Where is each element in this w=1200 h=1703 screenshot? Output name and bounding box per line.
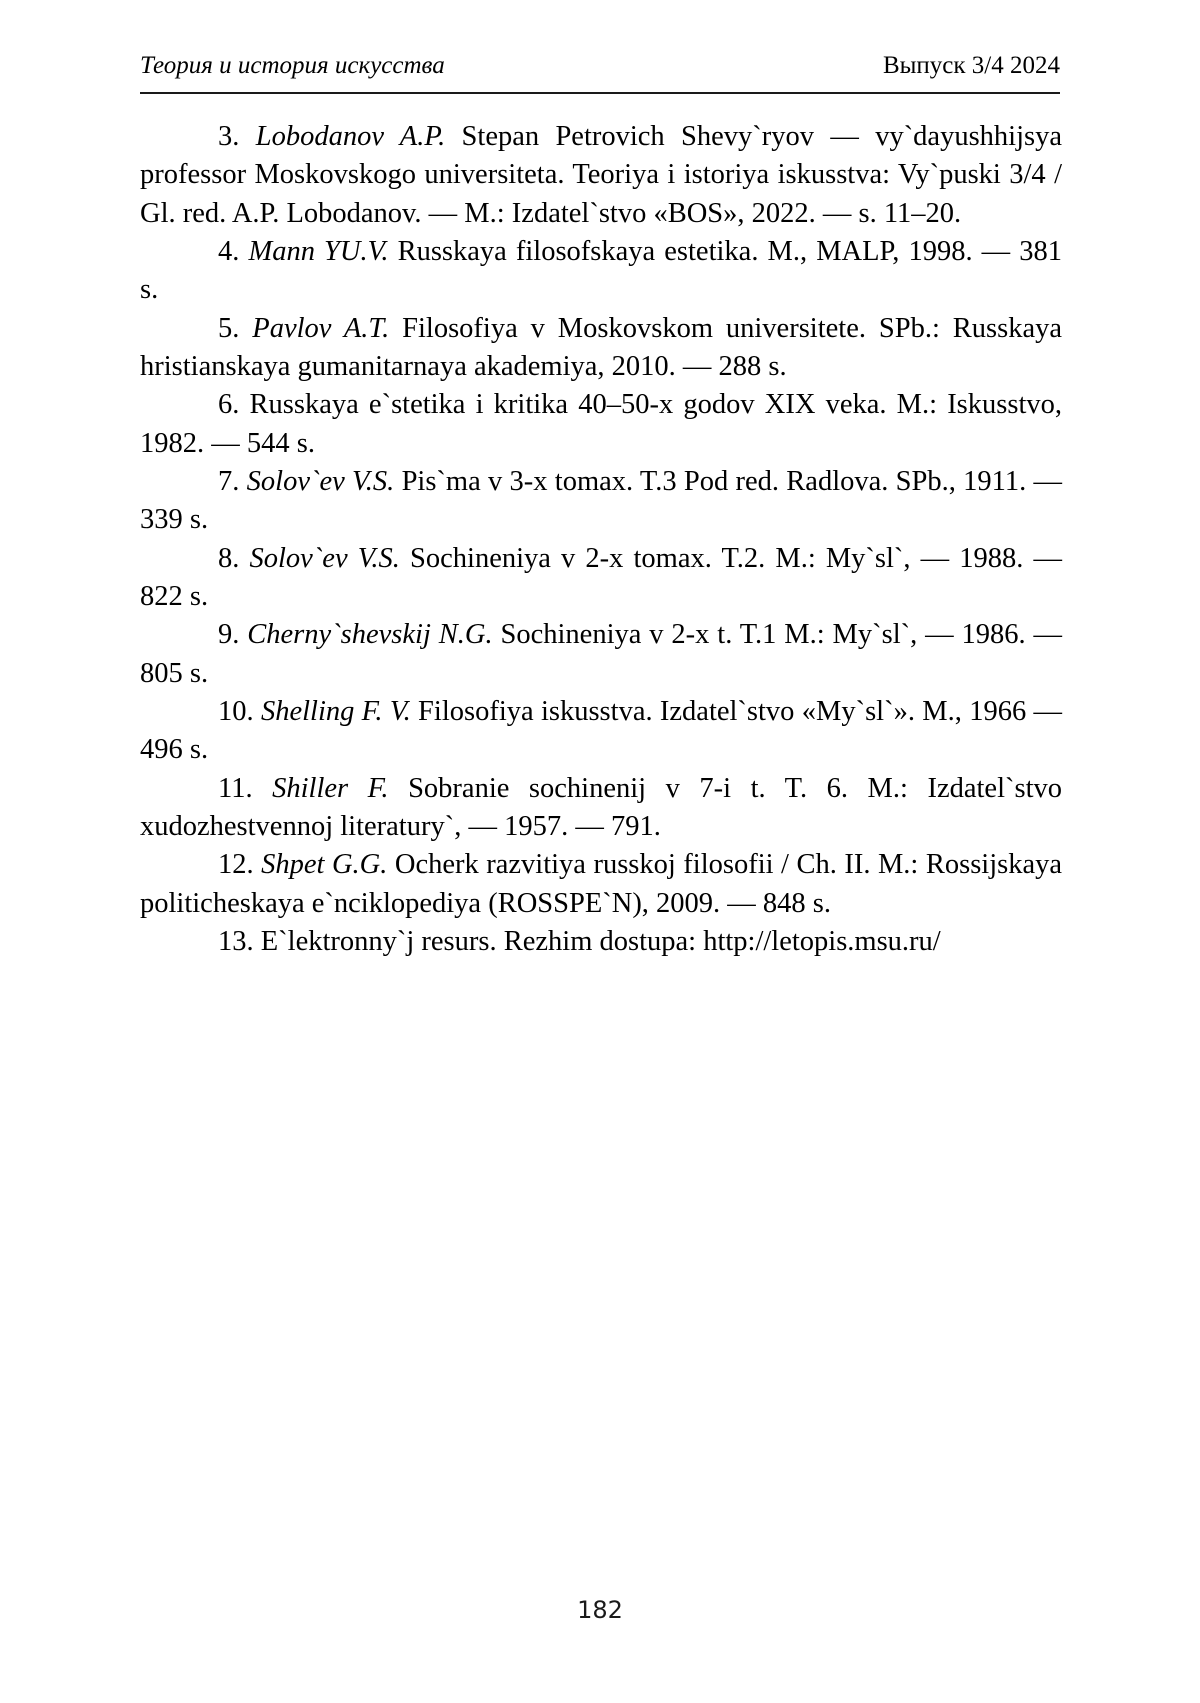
- running-head: [140, 52, 1060, 94]
- reference-author: Solov`ev V.S.: [249, 542, 400, 574]
- reference-text: E`lektronny`j resurs. Rezhim dostupa: http://letopis.msu.ru/: [260, 925, 941, 957]
- reference-item: [140, 463, 1062, 540]
- reference-author: Pavlov A.T.: [252, 312, 390, 344]
- reference-number: 4.: [218, 235, 240, 267]
- reference-number: 7.: [218, 465, 240, 497]
- reference-number: 5.: [218, 312, 240, 344]
- reference-item: [140, 386, 1062, 463]
- reference-text: Filosofiya v Moskovskom universitete. SPb.: Russkaya hristianskaya gumanitarnaya akademiya, 2010. — 288 s.: [140, 312, 1063, 382]
- reference-number: 3.: [218, 121, 240, 152]
- reference-author: Lobodanov A.P.: [255, 121, 446, 152]
- reference-number: 13.: [218, 925, 254, 957]
- reference-number: 8.: [218, 542, 240, 574]
- reference-text: Russkaya filosofskaya estetika. M., MALP, 1998. — 381 s.: [140, 235, 1062, 306]
- journal-title: Теория и история искусства: [140, 52, 445, 79]
- issue-label: Выпуск 3/4 2024: [882, 52, 1060, 79]
- reference-item: [140, 846, 1062, 923]
- reference-item: [140, 233, 1062, 310]
- reference-number: 12.: [218, 849, 254, 881]
- reference-author: Cherny`shevskij N.G.: [247, 619, 493, 651]
- reference-item: [140, 118, 1062, 233]
- reference-text: Sochineniya v 2-x t. T.1 M.: My`sl`, — 1986. — 805 s.: [140, 619, 1063, 689]
- reference-author: Mann YU.V.: [248, 235, 389, 267]
- reference-text: Stepan Petrovich Shevy`ryov — vy`dayushhijsya professor Moskovskogo universiteta. Teoriya i istoriya iskusstva: Vy`puski 3/4 / Gl. red. A.P. Lobodanov. — M.: Izdatel`stvo «BOS», 2022. — s. 11–20.: [140, 121, 1062, 229]
- reference-number: 9.: [218, 619, 240, 651]
- reference-author: Shpet G.G.: [261, 849, 388, 881]
- reference-item: [140, 616, 1062, 693]
- reference-text: Filosofiya iskusstva. Izdatel`stvo «My`sl`». M., 1966 — 496 s.: [140, 695, 1063, 766]
- reference-author: Solov`ev V.S.: [246, 465, 395, 497]
- reference-item: [140, 770, 1062, 847]
- reference-text: Pis`ma v 3-x tomax. T.3 Pod red. Radlova. SPb., 1911. — 339 s.: [140, 465, 1062, 536]
- reference-item: [140, 693, 1062, 770]
- reference-author: Shelling F. V.: [260, 695, 411, 727]
- reference-text: Ocherk razvitiya russkoj filosofii / Ch. II. M.: Rossijskaya politicheskaya e`nciklopediya (ROSSPE`N), 2009. — 848 s.: [140, 849, 1063, 919]
- reference-number: 6.: [218, 389, 240, 421]
- reference-text: Sobranie sochinenij v 7-i t. T. 6. M.: Izdatel`stvo xudozhestvennoj literatury`, — 1957. — 791.: [140, 772, 1063, 842]
- reference-text: Sochineniya v 2-x tomax. T.2. M.: My`sl`, — 1988. — 822 s.: [140, 542, 1063, 612]
- reference-number: 11.: [218, 772, 253, 804]
- reference-item: [140, 310, 1062, 387]
- reference-author: Shiller F.: [272, 772, 389, 804]
- reference-text: Russkaya e`stetika i kritika 40–50-x godov XIX veka. M.: Iskusstvo, 1982. — 544 s.: [140, 389, 1062, 459]
- page-number: 182: [577, 1596, 623, 1624]
- reference-number: 10.: [218, 695, 254, 727]
- references-list: [140, 118, 1062, 961]
- reference-item: [140, 923, 1062, 961]
- reference-item: [140, 540, 1062, 617]
